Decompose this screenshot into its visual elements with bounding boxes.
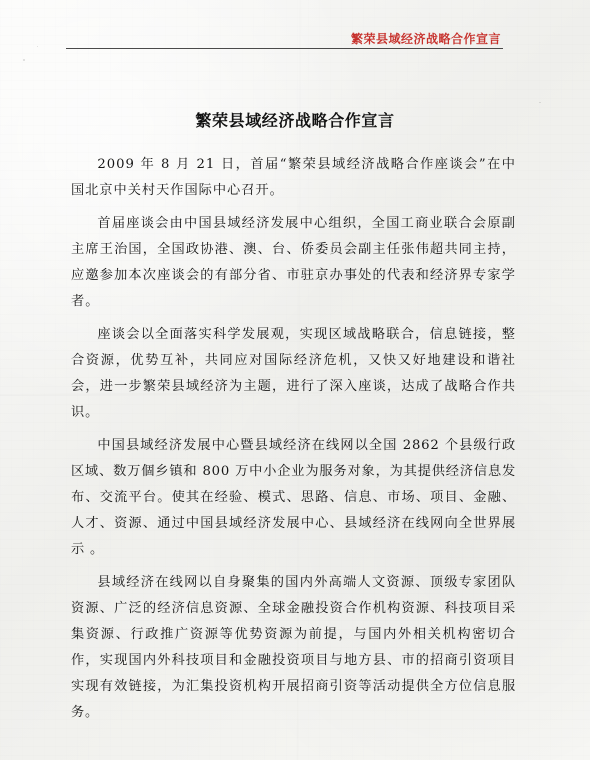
paragraph-5: 县域经济在线网以自身聚集的国内外高端人文资源、顶级专家团队资源、广泛的经济信息资源、全球金融投资合作机构资源、科技项目采集资源、行政推广资源等优势资源为前提，与国内外相关机构密切合作，实现国内外科技项目和金融投资项目与地方县、市的招商引资项目实现有效链接，为汇集投资机构开展招商引资等活动提供全方位信息服务。 bbox=[71, 575, 516, 720]
header-title: 繁荣县域经济战略合作宣言 bbox=[350, 32, 501, 46]
paragraph-1: 2009 年 8 月 21 日，首届“繁荣县域经济战略合作座谈会”在中国北京中关村天作国际中心召开。 bbox=[71, 157, 516, 198]
document-body bbox=[71, 152, 516, 733]
paper-speck bbox=[539, 102, 541, 103]
paragraph-3: 座谈会以全面落实科学发展观，实现区域战略联合，信息链接，整合资源，优势互补，共同应对国际经济危机，又快又好地建设和谐社会，进一步繁荣县域经济为主题，进行了深入座谈，达成了战略合作共识。 bbox=[71, 327, 516, 420]
header-rule bbox=[66, 48, 503, 49]
paper-speck bbox=[23, 59, 25, 61]
document-title: 繁荣县域经济战略合作宣言 bbox=[195, 110, 395, 130]
paragraph-4: 中国县域经济发展中心暨县域经济在线网以全国 2862 个县级行政区域、数万個乡镇和 800 万中小企业为服务对象，为其提供经济信息发布、交流平台。使其在经验、模式、思路、信息、市场、项目、金融、人才、资源、通过中国县域经济发展中心、县域经济在线网向全世界展示 。 bbox=[71, 438, 516, 557]
paper-speck bbox=[37, 46, 38, 47]
paragraph-2: 首届座谈会由中国县域经济发展中心组织，全国工商业联合会原副主席王治国，全国政协港、澳、台、侨委员会副主任张伟超共同主持，应邀参加本次座谈会的有部分省、市驻京办事处的代表和经济界专家学者。 bbox=[71, 216, 516, 309]
